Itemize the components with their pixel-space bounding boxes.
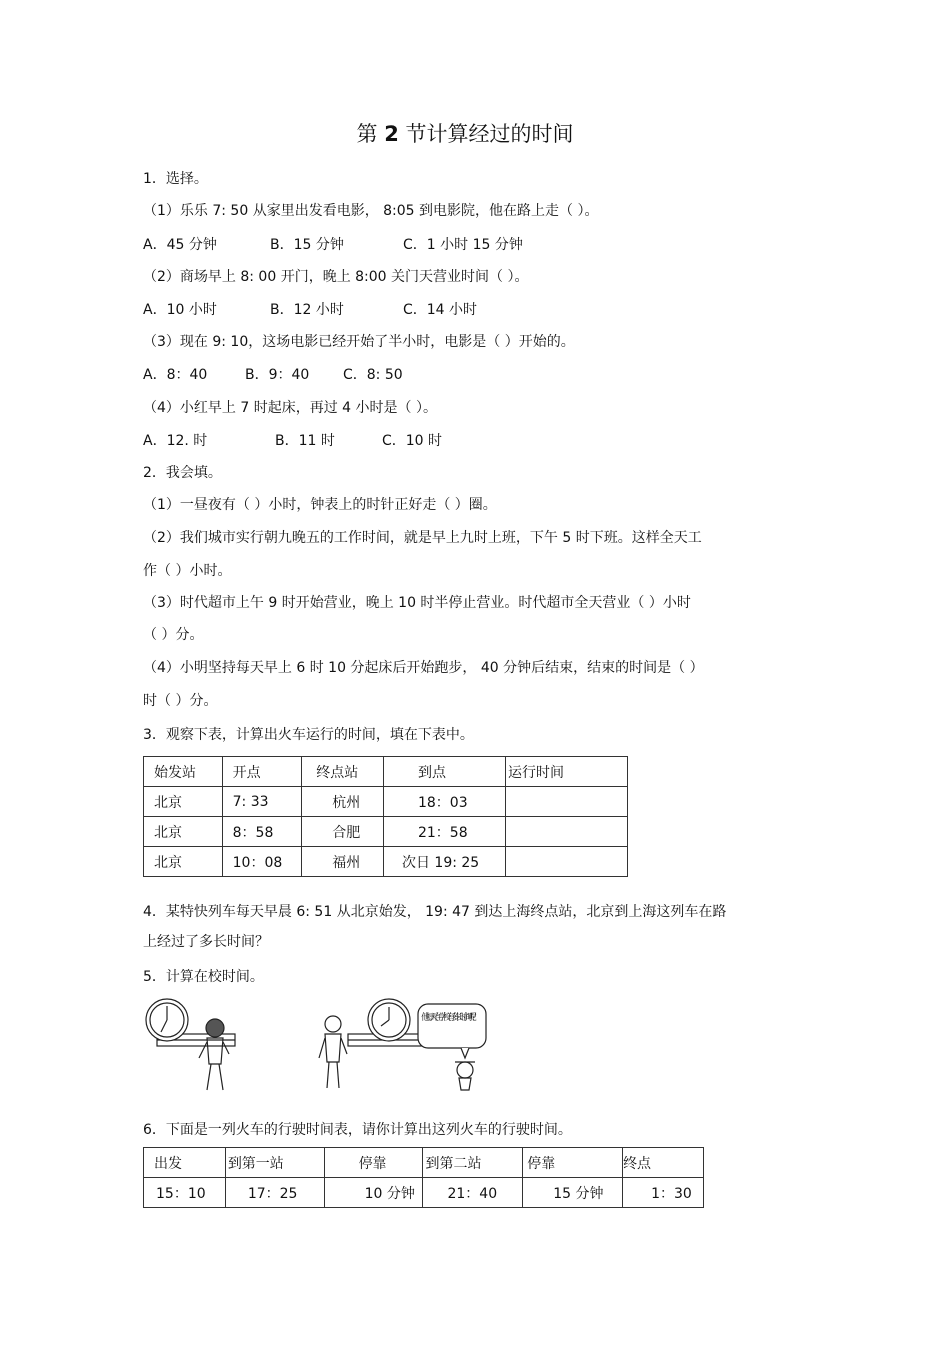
q2-heading: 2．我会填。 — [143, 465, 222, 481]
q1-part2-option-a: A．10 小时 — [143, 302, 217, 318]
student-figure-icon — [199, 1019, 229, 1090]
q1-part1-option-c: C．1 小时 15 分钟 — [403, 237, 523, 253]
q1-part2: （2）商场早上 8: 00 开门，晚上 8:00 关门天营业时间（ ）。 — [143, 269, 529, 285]
student-figure-icon — [319, 1016, 347, 1088]
train-timetable — [143, 1147, 704, 1208]
q1-part1-option-a: A．45 分钟 — [143, 237, 217, 253]
header-cell: 到第一站 — [225, 1148, 324, 1178]
table-cell: 北京 — [144, 847, 223, 877]
answer-cell[interactable] — [505, 817, 627, 847]
cartoon-character-icon — [455, 1062, 475, 1090]
header-cell: 终点 — [623, 1148, 704, 1178]
q4-line2: 上经过了多长时间？ — [143, 934, 269, 950]
q2-part1: （1）一昼夜有（ ）小时，钟表上的时针正好走（ ）圈。 — [143, 497, 497, 513]
q2-part4-line2: 时（ ）分。 — [143, 693, 218, 709]
table-cell: 合肥 — [302, 817, 384, 847]
q1-part4-option-a: A．12. 时 — [143, 433, 208, 449]
table-cell: 7: 33 — [222, 787, 302, 817]
header-cell: 终点站 — [302, 757, 384, 787]
q1-part1-option-b: B．15 分钟 — [270, 237, 344, 253]
answer-cell[interactable] — [505, 847, 627, 877]
header-cell: 停靠 — [324, 1148, 423, 1178]
q3-heading: 3．观察下表，计算出火车运行的时间，填在下表中。 — [143, 727, 474, 743]
table-cell: 10：08 — [222, 847, 302, 877]
table-header-row — [144, 1148, 704, 1178]
q2-part3-line2: （ ）分。 — [143, 627, 204, 643]
table-row — [144, 847, 628, 877]
table-cell: 18：03 — [383, 787, 505, 817]
table-cell: 8：58 — [222, 817, 302, 847]
q1-part4: （4）小红早上 7 时起床，再过 4 小时是（ ）。 — [143, 400, 437, 416]
header-cell: 开点 — [222, 757, 302, 787]
header-cell: 始发站 — [144, 757, 223, 787]
answer-cell[interactable] — [505, 787, 627, 817]
q1-part3: （3）现在 9: 10，这场电影已经开始了半小时，电影是（ ）开始的。 — [143, 334, 575, 350]
table-cell: 福州 — [302, 847, 384, 877]
q2-part2-line2: 作（ ）小时。 — [143, 563, 232, 579]
header-cell: 出发 — [144, 1148, 226, 1178]
q4-line1: 4．某特快列车每天早晨 6: 51 从北京始发， 19: 47 到达上海终点站，北京到上海这列车在路 — [143, 904, 727, 920]
table-cell: 北京 — [144, 817, 223, 847]
header-cell: 到第二站 — [423, 1148, 523, 1178]
header-cell: 停靠 — [523, 1148, 623, 1178]
q5-heading: 5．计算在校时间。 — [143, 969, 264, 985]
q1-heading: 1．选择。 — [143, 171, 208, 187]
page-title: 第 2 节计算经过的时间 — [356, 122, 574, 146]
q1-part4-option-c: C．10 时 — [382, 433, 443, 449]
clock-icon — [348, 999, 428, 1046]
speech-bubble-text: 他每天在学校有多长时间呢？ — [421, 1013, 481, 1023]
table-cell: 15：10 — [144, 1178, 226, 1208]
q1-part4-option-b: B．11 时 — [275, 433, 335, 449]
table-cell: 北京 — [144, 787, 223, 817]
q1-part2-option-b: B．12 小时 — [270, 302, 344, 318]
table-cell: 15 分钟 — [523, 1178, 623, 1208]
q2-part4-line1: （4）小明坚持每天早上 6 时 10 分起床后开始跑步， 40 分钟后结束，结束的时间是（ ） — [143, 660, 704, 676]
header-cell: 运行时间 — [505, 757, 627, 787]
table-row — [144, 1178, 704, 1208]
q1-part1: （1）乐乐 7: 50 从家里出发看电影， 8:05 到电影院，他在路上走（ ）。 — [143, 203, 599, 219]
school-time-illustration — [143, 996, 493, 1096]
train-schedule-table — [143, 756, 628, 877]
q1-part3-option-b: B．9：40 — [245, 367, 310, 383]
q2-part2-line1: （2）我们城市实行朝九晚五的工作时间，就是早上九时上班，下午 5 时下班。这样全天工 — [143, 530, 702, 546]
table-cell: 次日 19: 25 — [383, 847, 505, 877]
table-cell: 10 分钟 — [324, 1178, 423, 1208]
table-row — [144, 817, 628, 847]
table-cell: 21：40 — [423, 1178, 523, 1208]
table-row — [144, 787, 628, 817]
table-cell: 杭州 — [302, 787, 384, 817]
header-cell: 到点 — [383, 757, 505, 787]
q1-part2-option-c: C．14 小时 — [403, 302, 478, 318]
q1-part3-option-a: A．8：40 — [143, 367, 208, 383]
q1-part3-option-c: C．8: 50 — [343, 367, 403, 383]
q6-heading: 6．下面是一列火车的行驶时间表，请你计算出这列火车的行驶时间。 — [143, 1122, 572, 1138]
table-cell: 1：30 — [623, 1178, 704, 1208]
q2-part3-line1: （3）时代超市上午 9 时开始营业，晚上 10 时半停止营业。时代超市全天营业（ ）小时 — [143, 595, 691, 611]
table-cell: 21：58 — [383, 817, 505, 847]
table-cell: 17：25 — [225, 1178, 324, 1208]
table-header-row — [144, 757, 628, 787]
